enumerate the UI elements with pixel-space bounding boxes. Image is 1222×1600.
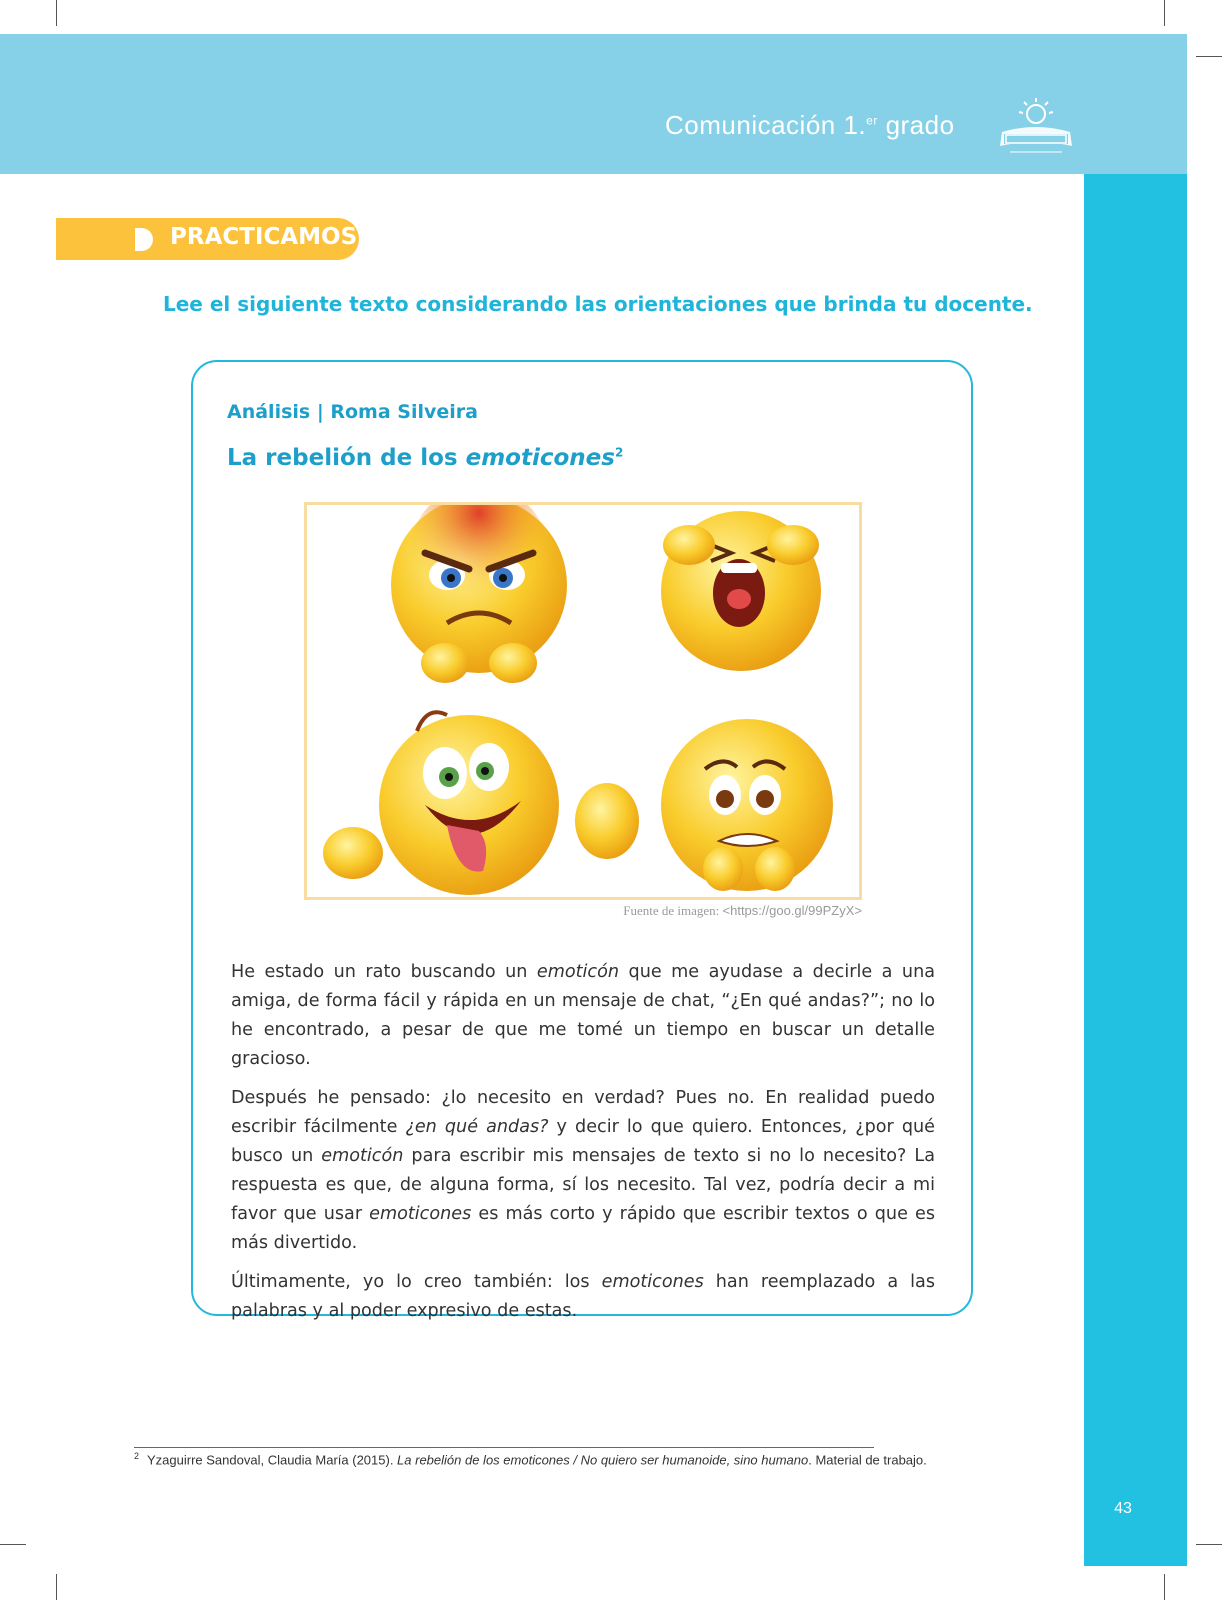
crop-mark: [56, 0, 57, 26]
footnote-divider: [134, 1447, 874, 1448]
paragraph-3: Últimamente, yo lo creo también: los emoticones han reemplazado a las palabras y al poder expresivo de estas.: [231, 1272, 935, 1321]
paragraph-2: Después he pensado: ¿lo necesito en verdad? Pues no. En realidad puedo escribir fácilmente ¿en qué andas? y decir lo que quiero. Entonces, ¿por qué busco un emoticón para escribir mis mensajes de texto si no lo necesito? La respuesta es que, de alguna forma, sí los necesito. Tal vez, podría decir a mi favor que usar emoticones es más corto y rápido que escribir textos o que es más divertido.: [231, 1088, 935, 1253]
jornada-escolar-logo: [996, 96, 1076, 158]
crying-emoji: [661, 511, 821, 671]
footnote: $^2$ Yzaguirre Sandoval, Claudia María (2015). La rebelión de los emoticones / No quiero ser humanoide, sino humano. Material de trabajo.: [134, 1451, 927, 1468]
worried-emoji: [661, 719, 833, 891]
section-label: PRACTICAMOS: [170, 224, 358, 250]
crop-mark: [56, 1574, 57, 1600]
crop-mark: [0, 1544, 26, 1545]
angry-emoji: [391, 505, 567, 683]
article-byline: Análisis | Roma Silveira: [227, 401, 478, 423]
side-bar: [1084, 174, 1187, 1566]
crop-mark: [1164, 0, 1165, 26]
header-title: Comunicación 1.$^{er}$ grado: [665, 110, 955, 140]
article-body: [231, 958, 935, 1336]
crop-mark: [1196, 1544, 1222, 1545]
crop-mark: [1164, 1574, 1165, 1600]
instruction-text: Lee el siguiente texto considerando las orientaciones que brinda tu docente.: [163, 292, 1033, 316]
image-caption: Fuente de imagen: <https://goo.gl/99PZyX>: [623, 903, 862, 918]
article-title: La rebelión de los emoticones$^2$: [227, 445, 624, 471]
page-number: 43: [1114, 1500, 1132, 1517]
paragraph-1: He estado un rato buscando un emoticón que me ayudase a decirle a una amiga, de forma fácil y rápida en un mensaje de chat, “¿En qué andas?”; no lo he encontrado, a pesar de que me tomé un tiempo en buscar un detalle gracioso.: [231, 962, 936, 1069]
silly-emoji: [323, 712, 639, 895]
crop-mark: [1196, 56, 1222, 57]
emoticons-image: [304, 502, 862, 900]
